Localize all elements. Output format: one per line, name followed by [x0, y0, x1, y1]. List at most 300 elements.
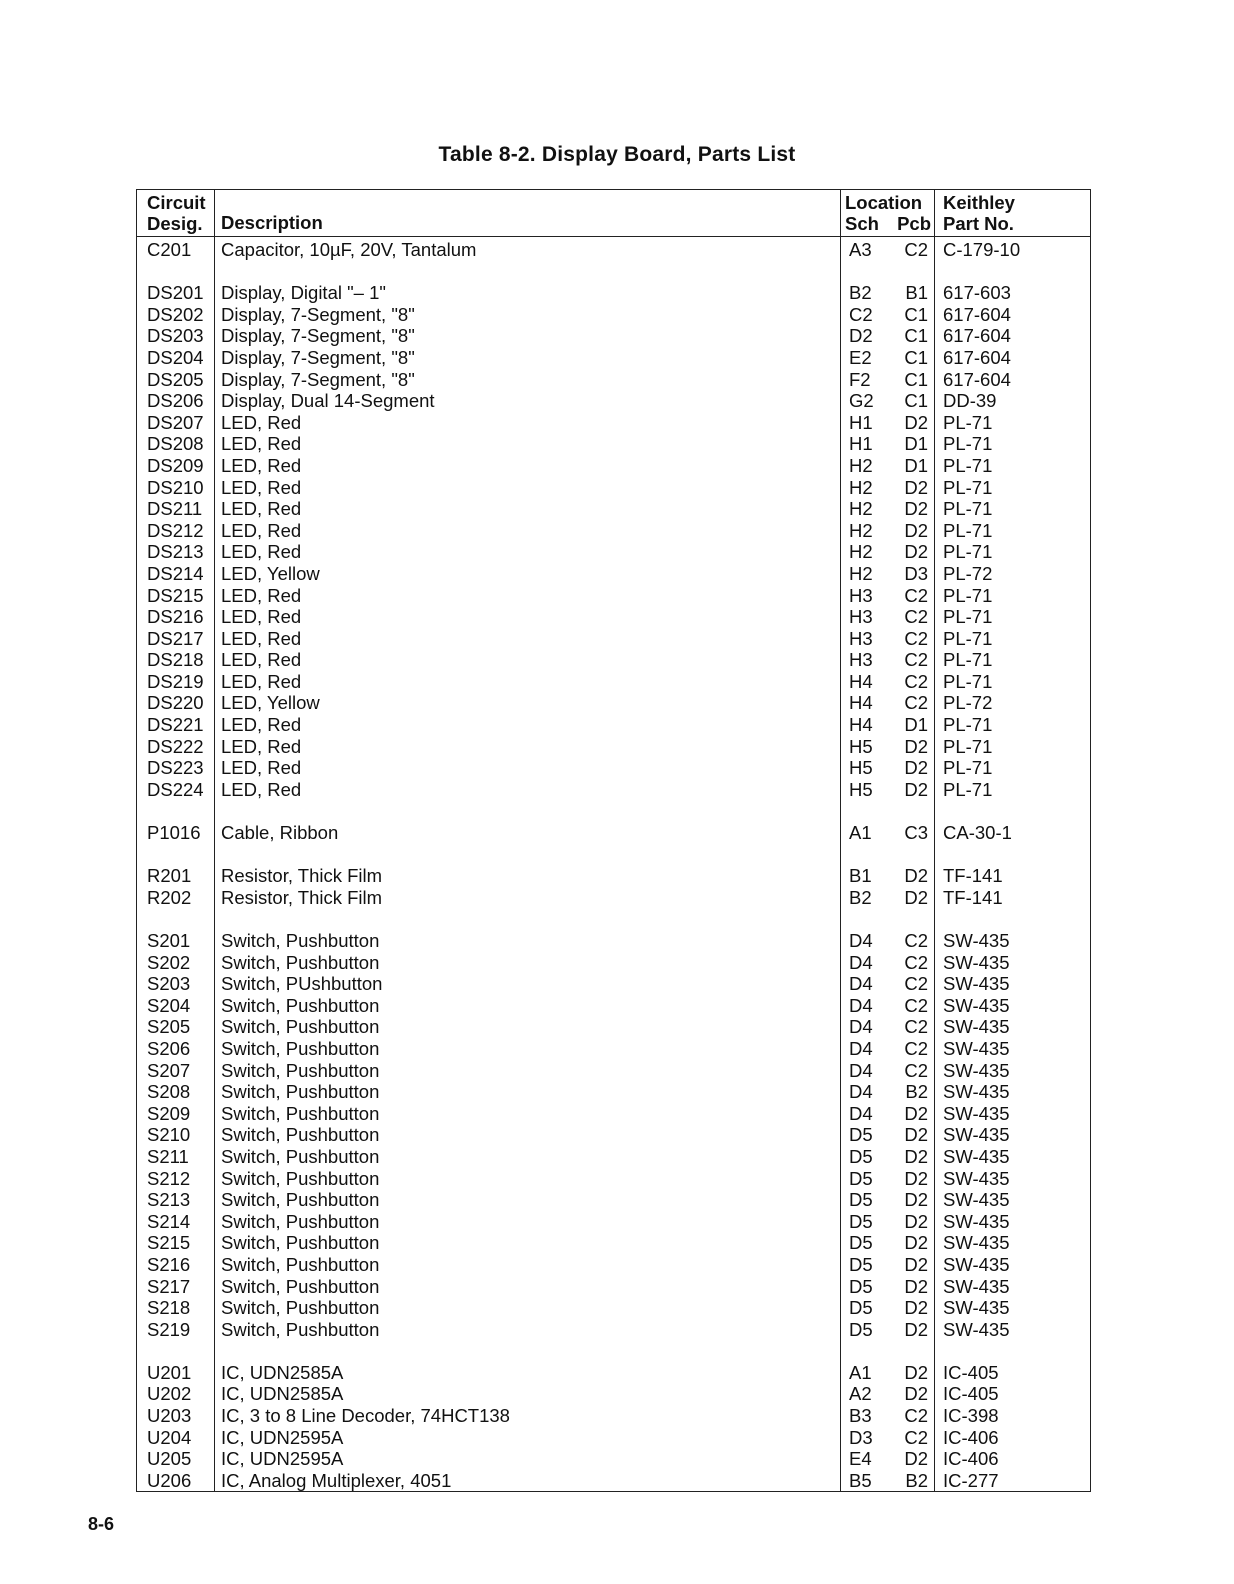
cell-location-sch: D5 — [849, 1145, 873, 1167]
cell-location-sch: H5 — [849, 735, 873, 757]
cell-location-sch: H3 — [849, 606, 873, 628]
table-row — [137, 887, 1091, 909]
table-row — [137, 995, 1091, 1017]
cell-circuit-desig: DS216 — [137, 606, 215, 628]
cell-circuit-desig: DS203 — [137, 325, 215, 347]
cell-description: IC, 3 to 8 Line Decoder, 74HCT138 — [215, 1405, 841, 1427]
cell-circuit-desig: R201 — [137, 865, 215, 887]
cell-circuit-desig: S217 — [137, 1276, 215, 1298]
header-location-sub — [845, 213, 934, 234]
cell-description: Switch, Pushbutton — [215, 1016, 841, 1038]
cell-part-no: SW-435 — [943, 1167, 1010, 1189]
table-row — [137, 1362, 1091, 1384]
cell-part-no: SW-435 — [943, 951, 1010, 973]
header-part-no: Part No. — [943, 213, 1014, 234]
cell-location-sch: H4 — [849, 692, 873, 714]
cell-part-no: SW-435 — [943, 1016, 1010, 1038]
cell-part-no: IC-406 — [943, 1448, 999, 1470]
cell-location-sch: D5 — [849, 1124, 873, 1146]
cell-location-sch: D5 — [849, 1318, 873, 1340]
table-row — [137, 237, 1091, 261]
cell-circuit-desig: S203 — [137, 973, 215, 995]
cell-description: LED, Red — [215, 412, 841, 434]
cell-location-pcb: D2 — [893, 1383, 935, 1405]
table-row — [137, 1146, 1091, 1168]
cell-description: Switch, Pushbutton — [215, 1189, 841, 1211]
cell-location-pcb: C2 — [893, 995, 935, 1017]
cell-description: IC, UDN2585A — [215, 1383, 841, 1405]
cell-circuit-desig: S201 — [137, 930, 215, 952]
cell-part-no: PL-71 — [943, 757, 993, 779]
cell-location-pcb: D2 — [893, 1103, 935, 1125]
table-row — [137, 628, 1091, 650]
cell-circuit-desig: DS204 — [137, 347, 215, 369]
cell-description: Switch, Pushbutton — [215, 1146, 841, 1168]
spacer-cell — [137, 261, 215, 283]
cell-location-pcb: D2 — [893, 736, 935, 758]
cell-location-sch: E4 — [849, 1448, 872, 1470]
cell-location-sch: D5 — [849, 1167, 873, 1189]
table-row — [137, 1297, 1091, 1319]
cell-circuit-desig: DS211 — [137, 498, 215, 520]
cell-location-sch: A1 — [849, 822, 872, 844]
cell-location-pcb: D2 — [893, 887, 935, 909]
cell-circuit-desig: DS219 — [137, 671, 215, 693]
cell-circuit-desig: C201 — [137, 237, 215, 261]
cell-location-pcb: C2 — [893, 692, 935, 714]
cell-description: LED, Red — [215, 541, 841, 563]
cell-location-pcb: D2 — [893, 1211, 935, 1233]
cell-description: LED, Red — [215, 477, 841, 499]
cell-part-no: PL-71 — [943, 476, 993, 498]
cell-part-no: 617-604 — [943, 368, 1011, 390]
cell-part-no: PL-71 — [943, 735, 993, 757]
spacer-cell — [935, 800, 1091, 822]
cell-part-no: PL-71 — [943, 584, 993, 606]
cell-location-sch: H3 — [849, 627, 873, 649]
cell-circuit-desig: S216 — [137, 1254, 215, 1276]
cell-part-no: PL-71 — [943, 411, 993, 433]
cell-part-no: 617-604 — [943, 346, 1011, 368]
cell-location-sch: A1 — [849, 1361, 872, 1383]
cell-description: LED, Red — [215, 757, 841, 779]
cell-circuit-desig: S215 — [137, 1232, 215, 1254]
cell-location-sch: D2 — [849, 325, 873, 347]
cell-location-pcb: D2 — [893, 1124, 935, 1146]
spacer-row — [137, 261, 1091, 283]
cell-circuit-desig: U204 — [137, 1427, 215, 1449]
cell-description: LED, Red — [215, 606, 841, 628]
table-row — [137, 390, 1091, 412]
cell-location-sch: D4 — [849, 930, 873, 951]
cell-location-pcb: C1 — [893, 369, 935, 391]
cell-part-no: IC-405 — [943, 1361, 999, 1383]
cell-location-pcb: D1 — [893, 433, 935, 455]
cell-location-pcb: D2 — [893, 477, 935, 499]
cell-description: LED, Red — [215, 520, 841, 542]
cell-description: Switch, Pushbutton — [215, 1319, 841, 1341]
cell-circuit-desig: S212 — [137, 1168, 215, 1190]
cell-location-sch: D4 — [849, 1059, 873, 1081]
spacer-cell — [893, 1340, 935, 1362]
cell-description: IC, Analog Multiplexer, 4051 — [215, 1470, 841, 1492]
cell-description: Switch, Pushbutton — [215, 1038, 841, 1060]
cell-circuit-desig: S211 — [137, 1146, 215, 1168]
cell-location-sch: H2 — [849, 498, 873, 520]
spacer-cell — [841, 908, 893, 930]
cell-location-sch: H1 — [849, 433, 873, 455]
table-row — [137, 282, 1091, 304]
cell-circuit-desig: S206 — [137, 1038, 215, 1060]
cell-description: Resistor, Thick Film — [215, 887, 841, 909]
cell-description: IC, UDN2585A — [215, 1362, 841, 1384]
spacer-cell — [215, 1340, 841, 1362]
cell-description: Switch, Pushbutton — [215, 1060, 841, 1082]
cell-part-no: CA-30-1 — [943, 822, 1012, 844]
cell-description: LED, Yellow — [215, 563, 841, 585]
cell-description: Display, Digital "– 1" — [215, 282, 841, 304]
cell-description: Switch, Pushbutton — [215, 1124, 841, 1146]
cell-circuit-desig: S209 — [137, 1103, 215, 1125]
cell-part-no: SW-435 — [943, 1297, 1010, 1319]
cell-location-pcb: B2 — [893, 1081, 935, 1103]
parts-list-table — [136, 189, 1091, 1492]
cell-circuit-desig: S204 — [137, 995, 215, 1017]
cell-description: LED, Red — [215, 736, 841, 758]
table-title: Table 8-2. Display Board, Parts List — [438, 143, 796, 166]
cell-location-sch: D4 — [849, 1102, 873, 1124]
spacer-cell — [841, 1340, 893, 1362]
cell-location-sch: G2 — [849, 390, 874, 412]
spacer-cell — [893, 844, 935, 866]
cell-description: Display, 7-Segment, "8" — [215, 347, 841, 369]
cell-location-sch: D5 — [849, 1253, 873, 1275]
table-row — [137, 1211, 1091, 1233]
cell-location-sch: H2 — [849, 541, 873, 563]
cell-description: Switch, Pushbutton — [215, 995, 841, 1017]
cell-location-sch: D5 — [849, 1189, 873, 1211]
cell-part-no: SW-435 — [943, 1145, 1010, 1167]
cell-circuit-desig: S213 — [137, 1189, 215, 1211]
cell-location-sch: H2 — [849, 454, 873, 476]
cell-part-no: SW-435 — [943, 930, 1010, 951]
cell-circuit-desig: DS214 — [137, 563, 215, 585]
cell-location-pcb: C2 — [893, 1405, 935, 1427]
spacer-cell — [215, 844, 841, 866]
cell-description: Switch, Pushbutton — [215, 930, 841, 952]
table-row — [137, 455, 1091, 477]
cell-location-pcb: D2 — [893, 1276, 935, 1298]
header-pcb: Pcb — [897, 213, 931, 234]
cell-part-no: IC-398 — [943, 1405, 999, 1427]
cell-part-no: PL-71 — [943, 670, 993, 692]
cell-description: LED, Red — [215, 649, 841, 671]
table-row — [137, 1060, 1091, 1082]
cell-part-no: PL-71 — [943, 541, 993, 563]
table-row — [137, 1276, 1091, 1298]
cell-part-no: PL-71 — [943, 433, 993, 455]
cell-circuit-desig: DS213 — [137, 541, 215, 563]
cell-circuit-desig: DS221 — [137, 714, 215, 736]
spacer-cell — [935, 908, 1091, 930]
cell-location-pcb: C1 — [893, 325, 935, 347]
cell-description: LED, Red — [215, 585, 841, 607]
cell-part-no: IC-405 — [943, 1383, 999, 1405]
cell-location-pcb: C2 — [893, 1427, 935, 1449]
spacer-cell — [893, 908, 935, 930]
header-keithley-part — [935, 190, 1091, 237]
cell-description: Switch, Pushbutton — [215, 1232, 841, 1254]
cell-location-sch: H3 — [849, 649, 873, 671]
cell-location-sch: D5 — [849, 1210, 873, 1232]
cell-description: LED, Red — [215, 779, 841, 801]
table-row — [137, 347, 1091, 369]
cell-circuit-desig: DS224 — [137, 779, 215, 801]
table-row — [137, 649, 1091, 671]
spacer-cell — [841, 800, 893, 822]
cell-location-pcb: C2 — [893, 628, 935, 650]
spacer-row — [137, 844, 1091, 866]
cell-circuit-desig: DS217 — [137, 628, 215, 650]
table-header-row — [137, 190, 1091, 237]
cell-location-sch: H5 — [849, 778, 873, 800]
cell-location-sch: A3 — [849, 239, 872, 260]
cell-circuit-desig: DS209 — [137, 455, 215, 477]
cell-location-pcb: C2 — [893, 585, 935, 607]
table-row — [137, 1038, 1091, 1060]
cell-location-sch: D4 — [849, 1037, 873, 1059]
spacer-cell — [215, 261, 841, 283]
cell-part-no: TF-141 — [943, 886, 1003, 908]
cell-description: Switch, Pushbutton — [215, 1168, 841, 1190]
cell-circuit-desig: U206 — [137, 1470, 215, 1492]
spacer-cell — [935, 1340, 1091, 1362]
cell-location-pcb: D2 — [893, 1146, 935, 1168]
table-row — [137, 1427, 1091, 1449]
cell-location-pcb: C2 — [893, 930, 935, 952]
cell-location-pcb: D1 — [893, 714, 935, 736]
spacer-cell — [137, 844, 215, 866]
spacer-cell — [893, 261, 935, 283]
table-row — [137, 477, 1091, 499]
cell-location-sch: A2 — [849, 1383, 872, 1405]
table-row — [137, 714, 1091, 736]
spacer-cell — [935, 844, 1091, 866]
cell-location-pcb: D2 — [893, 498, 935, 520]
cell-location-sch: D4 — [849, 1016, 873, 1038]
cell-circuit-desig: DS210 — [137, 477, 215, 499]
table-row — [137, 1319, 1091, 1341]
table-row — [137, 1103, 1091, 1125]
spacer-cell — [841, 844, 893, 866]
cell-location-sch: D4 — [849, 951, 873, 973]
header-location-label: Location — [845, 192, 923, 213]
cell-location-pcb: C1 — [893, 390, 935, 412]
cell-location-sch: B2 — [849, 886, 872, 908]
cell-part-no: IC-406 — [943, 1426, 999, 1448]
cell-description: LED, Red — [215, 671, 841, 693]
cell-part-no: DD-39 — [943, 390, 997, 412]
cell-location-pcb: C2 — [893, 952, 935, 974]
cell-part-no: PL-71 — [943, 627, 993, 649]
cell-circuit-desig: P1016 — [137, 822, 215, 844]
cell-location-sch: H1 — [849, 411, 873, 433]
cell-location-pcb: C2 — [893, 649, 935, 671]
cell-circuit-desig: U205 — [137, 1448, 215, 1470]
table-row — [137, 304, 1091, 326]
spacer-row — [137, 908, 1091, 930]
cell-location-pcb: D2 — [893, 541, 935, 563]
cell-location-sch: F2 — [849, 368, 871, 390]
table-row — [137, 1124, 1091, 1146]
cell-description: Display, 7-Segment, "8" — [215, 369, 841, 391]
spacer-cell — [935, 261, 1091, 283]
table-row — [137, 325, 1091, 347]
cell-circuit-desig: R202 — [137, 887, 215, 909]
cell-description: Switch, Pushbutton — [215, 1103, 841, 1125]
table-row — [137, 930, 1091, 952]
table-row — [137, 973, 1091, 995]
header-sch: Sch — [845, 213, 879, 234]
cell-location-pcb: C3 — [893, 822, 935, 844]
cell-part-no: 617-604 — [943, 325, 1011, 347]
header-location — [841, 190, 935, 237]
cell-location-sch: H4 — [849, 714, 873, 736]
table-row — [137, 1081, 1091, 1103]
table-row — [137, 1232, 1091, 1254]
cell-location-sch: H2 — [849, 476, 873, 498]
cell-location-sch: H5 — [849, 757, 873, 779]
table-row — [137, 433, 1091, 455]
cell-location-sch: H4 — [849, 670, 873, 692]
cell-circuit-desig: S208 — [137, 1081, 215, 1103]
spacer-cell — [137, 1340, 215, 1362]
table-row — [137, 606, 1091, 628]
cell-description: Switch, Pushbutton — [215, 1211, 841, 1233]
header-desig: Desig. — [147, 213, 203, 234]
spacer-row — [137, 1340, 1091, 1362]
cell-part-no: IC-277 — [943, 1469, 999, 1491]
table-row — [137, 1189, 1091, 1211]
table-body — [137, 237, 1091, 1492]
cell-description: LED, Red — [215, 628, 841, 650]
cell-part-no: PL-71 — [943, 498, 993, 520]
cell-part-no: SW-435 — [943, 1210, 1010, 1232]
header-circuit-desig — [137, 190, 215, 237]
table-row — [137, 1405, 1091, 1427]
cell-part-no: PL-72 — [943, 692, 993, 714]
cell-location-pcb: C2 — [893, 1016, 935, 1038]
cell-circuit-desig: S202 — [137, 952, 215, 974]
cell-part-no: PL-71 — [943, 454, 993, 476]
cell-part-no: SW-435 — [943, 1102, 1010, 1124]
cell-description: LED, Red — [215, 433, 841, 455]
cell-circuit-desig: DS215 — [137, 585, 215, 607]
cell-description: IC, UDN2595A — [215, 1427, 841, 1449]
cell-location-pcb: D2 — [893, 1189, 935, 1211]
cell-location-pcb: D2 — [893, 1448, 935, 1470]
table-row — [137, 779, 1091, 801]
cell-part-no: SW-435 — [943, 1253, 1010, 1275]
cell-description: Switch, Pushbutton — [215, 1254, 841, 1276]
cell-location-sch: C2 — [849, 303, 873, 325]
table-row — [137, 1254, 1091, 1276]
cell-part-no: SW-435 — [943, 1081, 1010, 1103]
page-number: 8-6 — [88, 1514, 115, 1534]
cell-location-sch: H3 — [849, 584, 873, 606]
cell-part-no: SW-435 — [943, 1037, 1010, 1059]
cell-part-no: PL-71 — [943, 714, 993, 736]
cell-description: Display, Dual 14-Segment — [215, 390, 841, 412]
cell-description: Switch, PUshbutton — [215, 973, 841, 995]
cell-part-no: TF-141 — [943, 865, 1003, 887]
cell-circuit-desig: DS208 — [137, 433, 215, 455]
table-row — [137, 563, 1091, 585]
cell-description: LED, Red — [215, 498, 841, 520]
cell-circuit-desig: S219 — [137, 1319, 215, 1341]
cell-location-sch: D5 — [849, 1232, 873, 1254]
cell-location-sch: B5 — [849, 1469, 872, 1491]
cell-circuit-desig: S207 — [137, 1060, 215, 1082]
cell-part-no: C-179-10 — [943, 239, 1021, 260]
header-circuit: Circuit — [147, 192, 206, 213]
cell-description: Display, 7-Segment, "8" — [215, 325, 841, 347]
cell-location-pcb: D2 — [893, 779, 935, 801]
cell-location-sch: D4 — [849, 994, 873, 1016]
cell-location-pcb: D2 — [893, 1168, 935, 1190]
cell-location-sch: E2 — [849, 346, 872, 368]
cell-location-pcb: C2 — [893, 606, 935, 628]
cell-part-no: PL-71 — [943, 778, 993, 800]
cell-description: Display, 7-Segment, "8" — [215, 304, 841, 326]
spacer-cell — [215, 800, 841, 822]
cell-location-sch: D5 — [849, 1275, 873, 1297]
table-row — [137, 585, 1091, 607]
table-row — [137, 736, 1091, 758]
cell-description: Switch, Pushbutton — [215, 1081, 841, 1103]
table-row — [137, 865, 1091, 887]
cell-part-no: SW-435 — [943, 1059, 1010, 1081]
cell-description: LED, Red — [215, 455, 841, 477]
cell-part-no: PL-71 — [943, 649, 993, 671]
table-row — [137, 1168, 1091, 1190]
table-row — [137, 412, 1091, 434]
table-row — [137, 1470, 1091, 1492]
cell-circuit-desig: DS201 — [137, 282, 215, 304]
cell-location-sch: D4 — [849, 1081, 873, 1103]
cell-location-pcb: D2 — [893, 1297, 935, 1319]
cell-description: Resistor, Thick Film — [215, 865, 841, 887]
cell-circuit-desig: U202 — [137, 1383, 215, 1405]
cell-description: LED, Yellow — [215, 692, 841, 714]
cell-part-no: SW-435 — [943, 994, 1010, 1016]
cell-location-pcb: D2 — [893, 757, 935, 779]
cell-circuit-desig: S214 — [137, 1211, 215, 1233]
cell-location-pcb: D2 — [893, 1232, 935, 1254]
cell-location-pcb: D2 — [893, 1319, 935, 1341]
cell-location-pcb: B1 — [893, 282, 935, 304]
cell-circuit-desig: U201 — [137, 1362, 215, 1384]
cell-circuit-desig: DS212 — [137, 520, 215, 542]
spacer-row — [137, 800, 1091, 822]
cell-circuit-desig: DS206 — [137, 390, 215, 412]
header-description: Description — [215, 190, 841, 237]
cell-location-pcb: B2 — [893, 1470, 935, 1492]
cell-description: IC, UDN2595A — [215, 1448, 841, 1470]
cell-location-sch: H2 — [849, 519, 873, 541]
spacer-cell — [215, 908, 841, 930]
cell-location-sch: D3 — [849, 1426, 873, 1448]
